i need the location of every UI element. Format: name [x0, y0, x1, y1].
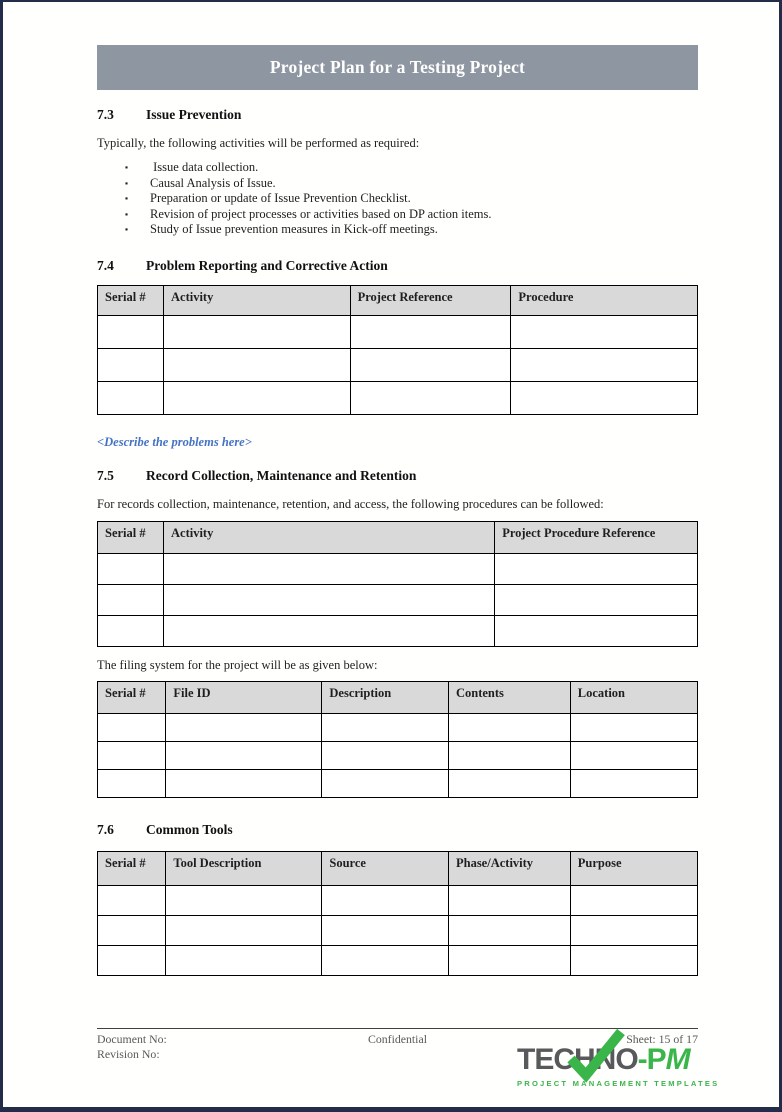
empty-cell[interactable]	[164, 584, 495, 615]
table-row	[98, 915, 698, 945]
column-header: Project Reference	[350, 285, 511, 315]
empty-cell[interactable]	[98, 553, 164, 584]
empty-cell[interactable]	[570, 945, 697, 975]
table-row	[98, 315, 698, 348]
empty-cell[interactable]	[570, 713, 697, 741]
square-bullet-icon: ▪	[125, 224, 129, 235]
empty-cell[interactable]	[98, 713, 166, 741]
empty-cell[interactable]	[166, 713, 322, 741]
empty-cell[interactable]	[322, 769, 449, 797]
filing-system-intro: The filing system for the project will be as given below:	[97, 657, 378, 672]
list-item: ▪ Causal Analysis of Issue.	[125, 175, 276, 190]
empty-cell[interactable]	[448, 945, 570, 975]
problem-reporting-table	[97, 285, 698, 415]
empty-cell[interactable]	[448, 915, 570, 945]
empty-cell[interactable]	[166, 945, 322, 975]
column-header: Serial #	[98, 681, 166, 713]
checkmark-icon	[565, 1027, 627, 1083]
empty-cell[interactable]	[448, 741, 570, 769]
section-title: Common Tools	[146, 821, 233, 837]
square-bullet-icon: ▪	[125, 162, 129, 172]
empty-cell[interactable]	[98, 584, 164, 615]
column-header: Project Procedure Reference	[495, 521, 698, 553]
column-header: Contents	[448, 681, 570, 713]
record-collection-intro: For records collection, maintenance, retention, and access, the following procedures can be followed:	[97, 496, 604, 511]
empty-cell[interactable]	[495, 615, 698, 646]
list-item: ▪ Issue data collection.	[125, 160, 259, 174]
empty-cell[interactable]	[166, 915, 322, 945]
empty-cell[interactable]	[322, 915, 449, 945]
empty-cell[interactable]	[570, 741, 697, 769]
empty-cell[interactable]	[322, 741, 449, 769]
empty-cell[interactable]	[448, 769, 570, 797]
document-no-label: Document No:	[97, 1032, 167, 1046]
empty-cell[interactable]	[570, 885, 697, 915]
section-number: 7.4	[97, 257, 114, 273]
table-header-row	[98, 521, 698, 553]
empty-cell[interactable]	[98, 381, 164, 414]
empty-cell[interactable]	[511, 315, 698, 348]
column-header: Phase/Activity	[448, 851, 570, 885]
empty-cell[interactable]	[98, 741, 166, 769]
column-header: File ID	[166, 681, 322, 713]
section-heading-7-5	[97, 468, 698, 484]
column-header: Source	[322, 851, 449, 885]
empty-cell[interactable]	[570, 769, 697, 797]
list-item: ▪ Preparation or update of Issue Prevention Checklist.	[125, 191, 411, 206]
table-row	[98, 769, 698, 797]
revision-no-label: Revision No:	[97, 1047, 160, 1061]
empty-cell[interactable]	[448, 885, 570, 915]
square-bullet-icon: ▪	[125, 177, 129, 188]
empty-cell[interactable]	[570, 915, 697, 945]
empty-cell[interactable]	[164, 615, 495, 646]
techno-pm-logo	[517, 1043, 720, 1101]
table-header-row	[98, 851, 698, 885]
section-number: 7.6	[97, 821, 114, 837]
column-header: Serial #	[98, 285, 164, 315]
column-header: Serial #	[98, 851, 166, 885]
table-row	[98, 885, 698, 915]
empty-cell[interactable]	[350, 348, 511, 381]
table-row	[98, 741, 698, 769]
empty-cell[interactable]	[322, 885, 449, 915]
empty-cell[interactable]	[98, 769, 166, 797]
empty-cell[interactable]	[322, 713, 449, 741]
column-header: Serial #	[98, 521, 164, 553]
table-row	[98, 584, 698, 615]
empty-cell[interactable]	[322, 945, 449, 975]
column-header: Procedure	[511, 285, 698, 315]
table-row	[98, 945, 698, 975]
empty-cell[interactable]	[166, 885, 322, 915]
table-row	[98, 348, 698, 381]
empty-cell[interactable]	[166, 741, 322, 769]
empty-cell[interactable]	[166, 769, 322, 797]
column-header: Location	[570, 681, 697, 713]
section-number: 7.3	[97, 107, 114, 122]
table-header-row	[98, 285, 698, 315]
filing-system-table	[97, 681, 698, 798]
column-header: Activity	[164, 521, 495, 553]
common-tools-table	[97, 851, 698, 976]
table-row	[98, 713, 698, 741]
empty-cell[interactable]	[495, 553, 698, 584]
confidential-label: Confidential	[368, 1032, 427, 1046]
section-heading-7-6	[97, 822, 698, 838]
record-collection-table	[97, 521, 698, 647]
list-item: ▪ Study of Issue prevention measures in Kick-off meetings.	[125, 222, 438, 237]
table-row	[98, 381, 698, 414]
list-item: ▪ Revision of project processes or activities based on DP action items.	[125, 206, 492, 221]
column-header: Purpose	[570, 851, 697, 885]
section-heading-7-3	[97, 107, 698, 123]
empty-cell[interactable]	[98, 885, 166, 915]
empty-cell[interactable]	[350, 315, 511, 348]
empty-cell[interactable]	[448, 713, 570, 741]
empty-cell[interactable]	[350, 381, 511, 414]
issue-prevention-bullet-list	[97, 160, 698, 238]
section-title: Record Collection, Maintenance and Retention	[146, 467, 417, 483]
document-title: Project Plan for a Testing Project	[269, 57, 526, 77]
issue-prevention-intro: Typically, the following activities will be performed as required:	[97, 136, 420, 150]
sheet-number: Sheet: 15 of 17	[626, 1032, 698, 1046]
section-title: Issue Prevention	[146, 107, 242, 122]
empty-cell[interactable]	[164, 315, 351, 348]
square-bullet-icon: ▪	[125, 193, 129, 204]
empty-cell[interactable]	[98, 348, 164, 381]
table-row	[98, 553, 698, 584]
title-banner	[97, 45, 698, 90]
empty-cell[interactable]	[495, 584, 698, 615]
empty-cell[interactable]	[98, 945, 166, 975]
section-number: 7.5	[97, 467, 114, 483]
square-bullet-icon: ▪	[125, 208, 129, 219]
section-title: Problem Reporting and Corrective Action	[146, 257, 388, 273]
empty-cell[interactable]	[98, 315, 164, 348]
empty-cell[interactable]	[98, 615, 164, 646]
logo-wordmark: TECHNO-PM	[517, 1043, 699, 1077]
section-heading-7-4	[97, 258, 698, 274]
empty-cell[interactable]	[98, 915, 166, 945]
column-header: Activity	[164, 285, 351, 315]
column-header: Tool Description	[166, 851, 322, 885]
table-row	[98, 615, 698, 646]
empty-cell[interactable]	[164, 553, 495, 584]
empty-cell[interactable]	[511, 348, 698, 381]
table-header-row	[98, 681, 698, 713]
problems-placeholder-text: <Describe the problems here>	[97, 434, 252, 449]
column-header: Description	[322, 681, 449, 713]
empty-cell[interactable]	[511, 381, 698, 414]
empty-cell[interactable]	[164, 348, 351, 381]
logo-tagline: PROJECT MANAGEMENT TEMPLATES	[517, 1079, 720, 1088]
empty-cell[interactable]	[164, 381, 351, 414]
